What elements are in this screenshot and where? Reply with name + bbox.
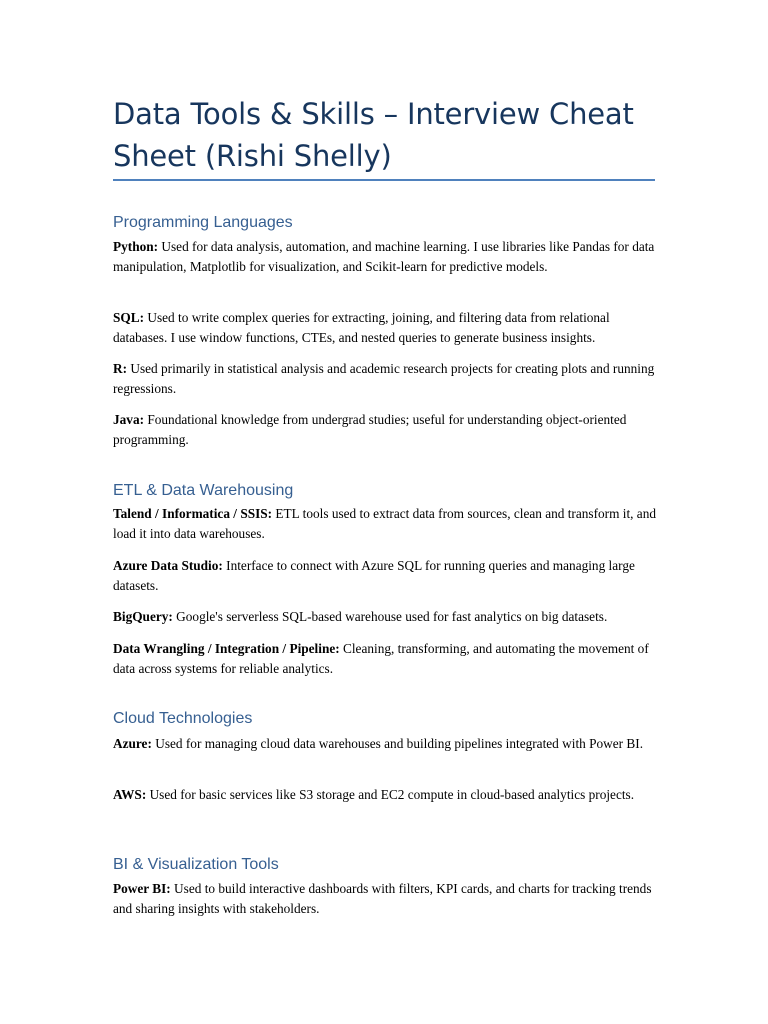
entry-azure-data-studio: [113, 556, 658, 595]
entry-term: SQL:: [113, 310, 145, 325]
entry-text: Used primarily in statistical analysis and academic research projects for creating plots and running regressions.: [113, 361, 655, 396]
entry-text: Used for data analysis, automation, and machine learning. I use libraries like Pandas for data manipulation, Matplotlib for visualization, and Scikit-learn for predictive models.: [113, 239, 655, 274]
entry-text: Cleaning, transforming, and automating the movement of data across systems for reliable analytics.: [113, 641, 649, 676]
entry-java: [113, 410, 658, 449]
entry-term: Azure:: [113, 736, 152, 751]
entry-term: Data Wrangling / Integration / Pipeline:: [113, 641, 340, 656]
entry-term: AWS:: [113, 787, 147, 802]
entry-talend-informatica-ssis: [113, 504, 658, 543]
entry-python: [113, 237, 658, 276]
entry-text: Interface to connect with Azure SQL for running queries and managing large datasets.: [113, 558, 635, 593]
entry-text: ETL tools used to extract data from sources, clean and transform it, and load it into data warehouses.: [113, 506, 656, 541]
entry-term: Java:: [113, 412, 145, 427]
entry-text: Foundational knowledge from undergrad studies; useful for understanding object-oriented programming.: [113, 412, 627, 447]
entry-text: Google's serverless SQL-based warehouse used for fast analytics on big datasets.: [172, 609, 608, 624]
entry-term: Talend / Informatica / SSIS:: [113, 506, 273, 521]
entry-term: Power BI:: [113, 881, 171, 896]
entry-text: Used to write complex queries for extracting, joining, and filtering data from relational databases. I use window functions, CTEs, and nested queries to generate business insights.: [113, 310, 610, 345]
section-heading-etl-data-warehousing: ETL & Data Warehousing: [113, 482, 294, 499]
entry-aws: [113, 785, 658, 805]
section-heading-programming-languages: Programming Languages: [113, 214, 293, 231]
entry-text: Used for managing cloud data warehouses and building pipelines integrated with Power BI.: [151, 736, 644, 751]
entry-term: Python:: [113, 239, 159, 254]
entry-bigquery: [113, 607, 658, 627]
title-underline: [113, 179, 655, 181]
section-heading-bi-visualization-tools: BI & Visualization Tools: [113, 856, 279, 873]
entry-sql: [113, 308, 658, 347]
entry-term: BigQuery:: [113, 609, 173, 624]
entry-term: R:: [113, 361, 128, 376]
entry-text: Used for basic services like S3 storage and EC2 compute in cloud-based analytics projects.: [146, 787, 635, 802]
entry-r: [113, 359, 658, 398]
section-heading-cloud-technologies: Cloud Technologies: [113, 710, 253, 727]
document-title: Data Tools & Skills – Interview Cheat Sheet (Rishi Shelly): [113, 97, 634, 173]
entry-azure: [113, 734, 658, 754]
entry-data-wrangling: [113, 639, 658, 678]
entry-text: Used to build interactive dashboards with filters, KPI cards, and charts for tracking trends and sharing insights with stakeholders.: [113, 881, 652, 916]
entry-power-bi: [113, 879, 658, 918]
entry-term: Azure Data Studio:: [113, 558, 223, 573]
